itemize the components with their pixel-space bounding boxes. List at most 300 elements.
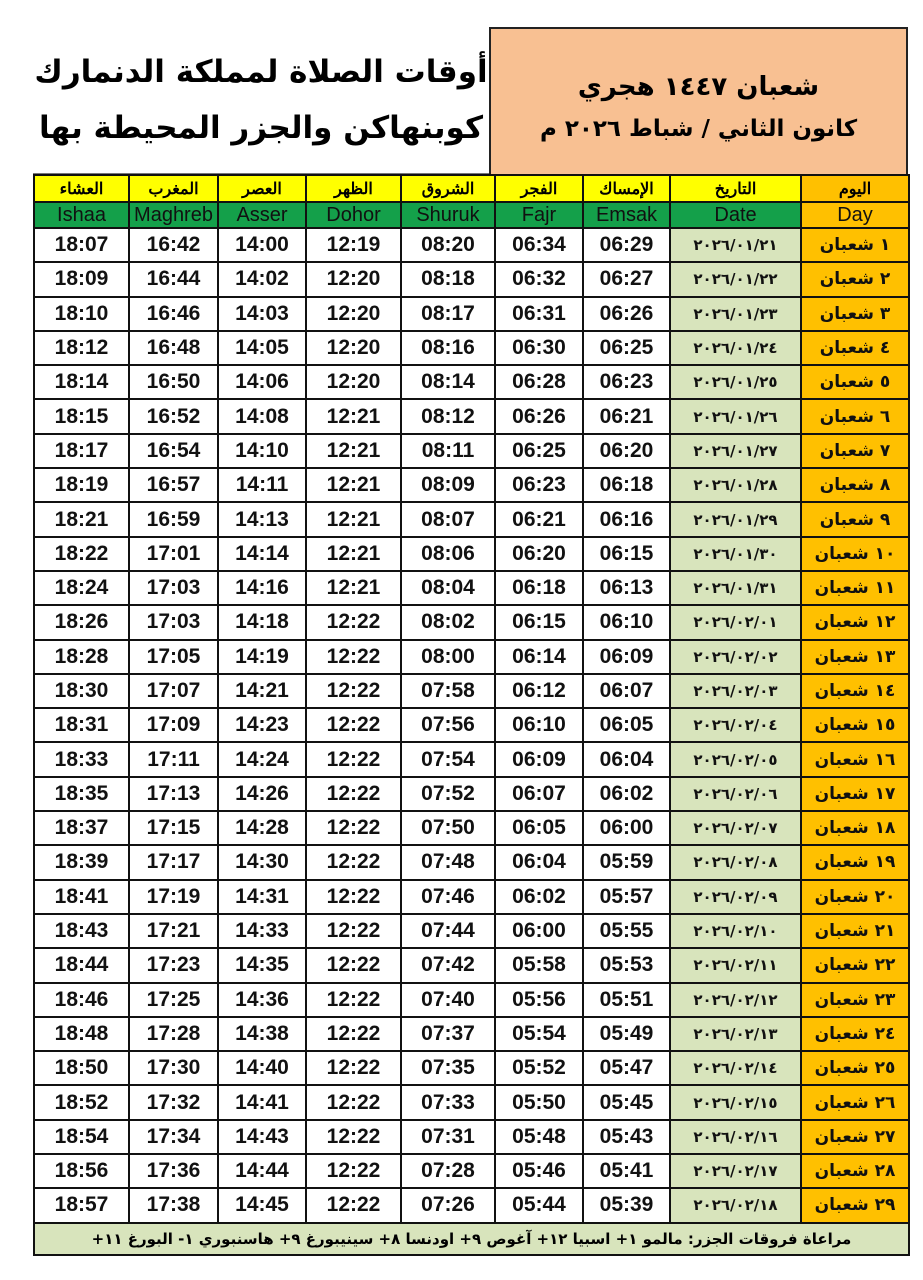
cell-day: ١٩ شعبان: [801, 845, 909, 879]
cell-date: ٢٠٢٦/٠٢/٠٢: [670, 640, 801, 674]
cell-maghreb: 17:17: [129, 845, 218, 879]
cell-asser: 14:45: [218, 1188, 306, 1222]
cell-emsak: 05:43: [583, 1120, 670, 1154]
cell-dohor: 12:20: [306, 365, 401, 399]
cell-fajr: 05:58: [495, 948, 583, 982]
cell-shuruk: 08:04: [401, 571, 495, 605]
cell-fajr: 05:54: [495, 1017, 583, 1051]
cell-asser: 14:35: [218, 948, 306, 982]
cell-dohor: 12:22: [306, 674, 401, 708]
cell-maghreb: 17:21: [129, 914, 218, 948]
table-row: [34, 742, 909, 776]
table-row: [34, 914, 909, 948]
cell-maghreb: 17:28: [129, 1017, 218, 1051]
cell-asser: 14:43: [218, 1120, 306, 1154]
cell-dohor: 12:22: [306, 1085, 401, 1119]
cell-fajr: 05:48: [495, 1120, 583, 1154]
cell-ishaa: 18:28: [34, 640, 129, 674]
cell-emsak: 06:27: [583, 262, 670, 296]
cell-maghreb: 17:11: [129, 742, 218, 776]
cell-day: ٢٦ شعبان: [801, 1085, 909, 1119]
cell-asser: 14:33: [218, 914, 306, 948]
cell-asser: 14:19: [218, 640, 306, 674]
cell-asser: 14:44: [218, 1154, 306, 1188]
gregorian-months-label: كانون الثاني / شباط ٢٠٢٦ م: [539, 115, 858, 142]
cell-ishaa: 18:57: [34, 1188, 129, 1222]
cell-dohor: 12:20: [306, 297, 401, 331]
cell-date: ٢٠٢٦/٠١/٢٤: [670, 331, 801, 365]
cell-maghreb: 16:57: [129, 468, 218, 502]
cell-date: ٢٠٢٦/٠١/٢٢: [670, 262, 801, 296]
cell-day: ١٤ شعبان: [801, 674, 909, 708]
cell-shuruk: 07:56: [401, 708, 495, 742]
table-row: [34, 845, 909, 879]
cell-date: ٢٠٢٦/٠٢/٠٦: [670, 777, 801, 811]
cell-asser: 14:05: [218, 331, 306, 365]
col-header-fajr-ar: الفجر: [495, 175, 583, 202]
table-row: [34, 399, 909, 433]
cell-dohor: 12:22: [306, 605, 401, 639]
cell-emsak: 05:47: [583, 1051, 670, 1085]
cell-date: ٢٠٢٦/٠٢/١٤: [670, 1051, 801, 1085]
cell-emsak: 05:57: [583, 880, 670, 914]
col-header-dohor-en: Dohor: [306, 202, 401, 228]
cell-shuruk: 08:02: [401, 605, 495, 639]
cell-day: ١ شعبان: [801, 228, 909, 262]
cell-shuruk: 07:58: [401, 674, 495, 708]
cell-emsak: 06:21: [583, 399, 670, 433]
prayer-times-table: [33, 174, 910, 1256]
cell-dohor: 12:20: [306, 262, 401, 296]
cell-fajr: 06:05: [495, 811, 583, 845]
cell-shuruk: 07:48: [401, 845, 495, 879]
cell-maghreb: 17:19: [129, 880, 218, 914]
cell-date: ٢٠٢٦/٠٢/٠٣: [670, 674, 801, 708]
cell-asser: 14:28: [218, 811, 306, 845]
cell-emsak: 06:15: [583, 537, 670, 571]
cell-ishaa: 18:31: [34, 708, 129, 742]
cell-date: ٢٠٢٦/٠٢/٠٤: [670, 708, 801, 742]
cell-day: ٣ شعبان: [801, 297, 909, 331]
cell-maghreb: 17:05: [129, 640, 218, 674]
cell-maghreb: 16:48: [129, 331, 218, 365]
cell-maghreb: 16:44: [129, 262, 218, 296]
cell-asser: 14:00: [218, 228, 306, 262]
cell-fajr: 06:20: [495, 537, 583, 571]
cell-maghreb: 16:46: [129, 297, 218, 331]
cell-ishaa: 18:17: [34, 434, 129, 468]
cell-ishaa: 18:48: [34, 1017, 129, 1051]
table-row: [34, 468, 909, 502]
cell-maghreb: 17:30: [129, 1051, 218, 1085]
cell-dohor: 12:22: [306, 708, 401, 742]
cell-date: ٢٠٢٦/٠٢/١٢: [670, 983, 801, 1017]
cell-day: ١١ شعبان: [801, 571, 909, 605]
col-header-shuruk-ar: الشروق: [401, 175, 495, 202]
title-area: [33, 27, 908, 174]
cell-maghreb: 17:03: [129, 571, 218, 605]
cell-fajr: 06:15: [495, 605, 583, 639]
footer-row: [34, 1223, 909, 1255]
cell-asser: 14:40: [218, 1051, 306, 1085]
cell-date: ٢٠٢٦/٠٢/٠٧: [670, 811, 801, 845]
cell-ishaa: 18:07: [34, 228, 129, 262]
cell-date: ٢٠٢٦/٠٢/٠٨: [670, 845, 801, 879]
cell-shuruk: 08:16: [401, 331, 495, 365]
cell-asser: 14:18: [218, 605, 306, 639]
cell-date: ٢٠٢٦/٠٢/١٣: [670, 1017, 801, 1051]
cell-shuruk: 08:09: [401, 468, 495, 502]
cell-asser: 14:10: [218, 434, 306, 468]
table-row: [34, 331, 909, 365]
cell-emsak: 05:59: [583, 845, 670, 879]
cell-ishaa: 18:43: [34, 914, 129, 948]
cell-fajr: 06:02: [495, 880, 583, 914]
col-header-ishaa-ar: العشاء: [34, 175, 129, 202]
cell-emsak: 06:23: [583, 365, 670, 399]
cell-date: ٢٠٢٦/٠١/٢١: [670, 228, 801, 262]
cell-day: ١٧ شعبان: [801, 777, 909, 811]
cell-dohor: 12:22: [306, 1154, 401, 1188]
cell-fajr: 05:44: [495, 1188, 583, 1222]
cell-ishaa: 18:19: [34, 468, 129, 502]
header-row-english: [34, 202, 909, 228]
cell-emsak: 06:09: [583, 640, 670, 674]
cell-day: ٤ شعبان: [801, 331, 909, 365]
cell-fajr: 06:09: [495, 742, 583, 776]
cell-dohor: 12:21: [306, 468, 401, 502]
cell-dohor: 12:22: [306, 742, 401, 776]
cell-shuruk: 07:35: [401, 1051, 495, 1085]
cell-ishaa: 18:54: [34, 1120, 129, 1154]
cell-maghreb: 16:42: [129, 228, 218, 262]
cell-date: ٢٠٢٦/٠١/٢٧: [670, 434, 801, 468]
cell-maghreb: 17:23: [129, 948, 218, 982]
cell-maghreb: 17:07: [129, 674, 218, 708]
cell-ishaa: 18:30: [34, 674, 129, 708]
table-row: [34, 1188, 909, 1222]
col-header-asser-ar: العصر: [218, 175, 306, 202]
cell-date: ٢٠٢٦/٠٢/١٦: [670, 1120, 801, 1154]
cell-maghreb: 17:25: [129, 983, 218, 1017]
cell-emsak: 05:53: [583, 948, 670, 982]
cell-ishaa: 18:44: [34, 948, 129, 982]
cell-ishaa: 18:46: [34, 983, 129, 1017]
cell-maghreb: 17:36: [129, 1154, 218, 1188]
cell-day: ٦ شعبان: [801, 399, 909, 433]
cell-shuruk: 08:11: [401, 434, 495, 468]
cell-fajr: 06:21: [495, 502, 583, 536]
title-line-2: كوبنهاكن والجزر المحيطة بها: [39, 110, 483, 146]
cell-date: ٢٠٢٦/٠١/٢٦: [670, 399, 801, 433]
table-row: [34, 1051, 909, 1085]
cell-date: ٢٠٢٦/٠١/٢٩: [670, 502, 801, 536]
col-header-ishaa-en: Ishaa: [34, 202, 129, 228]
cell-dohor: 12:22: [306, 640, 401, 674]
cell-day: ٢٧ شعبان: [801, 1120, 909, 1154]
cell-maghreb: 17:09: [129, 708, 218, 742]
cell-ishaa: 18:24: [34, 571, 129, 605]
cell-day: ٢٢ شعبان: [801, 948, 909, 982]
cell-asser: 14:41: [218, 1085, 306, 1119]
cell-fajr: 06:26: [495, 399, 583, 433]
col-header-emsak-ar: الإمساك: [583, 175, 670, 202]
header-row-arabic: [34, 175, 909, 202]
cell-emsak: 05:41: [583, 1154, 670, 1188]
cell-dohor: 12:22: [306, 914, 401, 948]
cell-asser: 14:36: [218, 983, 306, 1017]
cell-ishaa: 18:41: [34, 880, 129, 914]
cell-dohor: 12:19: [306, 228, 401, 262]
cell-asser: 14:08: [218, 399, 306, 433]
cell-shuruk: 07:54: [401, 742, 495, 776]
col-header-date-ar: التاريخ: [670, 175, 801, 202]
title-line-1: أوقات الصلاة لمملكة الدنمارك: [34, 54, 488, 90]
cell-fajr: 06:07: [495, 777, 583, 811]
cell-emsak: 06:26: [583, 297, 670, 331]
cell-ishaa: 18:09: [34, 262, 129, 296]
cell-asser: 14:11: [218, 468, 306, 502]
cell-ishaa: 18:35: [34, 777, 129, 811]
cell-fajr: 06:23: [495, 468, 583, 502]
table-row: [34, 777, 909, 811]
cell-day: ١٦ شعبان: [801, 742, 909, 776]
cell-shuruk: 07:50: [401, 811, 495, 845]
cell-dohor: 12:22: [306, 1017, 401, 1051]
col-header-day-ar: اليوم: [801, 175, 909, 202]
cell-fajr: 05:56: [495, 983, 583, 1017]
cell-day: ٥ شعبان: [801, 365, 909, 399]
cell-asser: 14:38: [218, 1017, 306, 1051]
cell-fajr: 05:52: [495, 1051, 583, 1085]
cell-fajr: 06:14: [495, 640, 583, 674]
cell-maghreb: 17:34: [129, 1120, 218, 1154]
cell-asser: 14:23: [218, 708, 306, 742]
cell-date: ٢٠٢٦/٠٢/١٧: [670, 1154, 801, 1188]
cell-day: ٢٣ شعبان: [801, 983, 909, 1017]
cell-date: ٢٠٢٦/٠١/٢٨: [670, 468, 801, 502]
cell-emsak: 06:13: [583, 571, 670, 605]
cell-maghreb: 17:03: [129, 605, 218, 639]
table-row: [34, 948, 909, 982]
cell-fajr: 06:04: [495, 845, 583, 879]
cell-dohor: 12:22: [306, 948, 401, 982]
cell-emsak: 06:25: [583, 331, 670, 365]
cell-shuruk: 07:52: [401, 777, 495, 811]
cell-emsak: 05:39: [583, 1188, 670, 1222]
cell-dohor: 12:21: [306, 502, 401, 536]
cell-day: ٨ شعبان: [801, 468, 909, 502]
cell-date: ٢٠٢٦/٠١/٢٣: [670, 297, 801, 331]
cell-emsak: 06:04: [583, 742, 670, 776]
cell-day: ١٣ شعبان: [801, 640, 909, 674]
cell-asser: 14:06: [218, 365, 306, 399]
cell-date: ٢٠٢٦/٠٢/١٠: [670, 914, 801, 948]
cell-date: ٢٠٢٦/٠١/٣١: [670, 571, 801, 605]
cell-shuruk: 07:26: [401, 1188, 495, 1222]
cell-maghreb: 17:13: [129, 777, 218, 811]
cell-maghreb: 16:54: [129, 434, 218, 468]
cell-dohor: 12:22: [306, 1188, 401, 1222]
cell-shuruk: 07:42: [401, 948, 495, 982]
cell-emsak: 06:16: [583, 502, 670, 536]
cell-emsak: 06:05: [583, 708, 670, 742]
cell-ishaa: 18:33: [34, 742, 129, 776]
cell-date: ٢٠٢٦/٠٢/٠٩: [670, 880, 801, 914]
cell-asser: 14:02: [218, 262, 306, 296]
table-row: [34, 1120, 909, 1154]
cell-maghreb: 17:32: [129, 1085, 218, 1119]
cell-day: ١٨ شعبان: [801, 811, 909, 845]
cell-ishaa: 18:39: [34, 845, 129, 879]
cell-fajr: 06:31: [495, 297, 583, 331]
cell-shuruk: 08:17: [401, 297, 495, 331]
cell-emsak: 06:10: [583, 605, 670, 639]
table-row: [34, 880, 909, 914]
table-row: [34, 983, 909, 1017]
cell-shuruk: 07:31: [401, 1120, 495, 1154]
cell-ishaa: 18:14: [34, 365, 129, 399]
col-header-fajr-en: Fajr: [495, 202, 583, 228]
cell-emsak: 05:49: [583, 1017, 670, 1051]
cell-ishaa: 18:10: [34, 297, 129, 331]
table-row: [34, 537, 909, 571]
col-header-day-en: Day: [801, 202, 909, 228]
cell-asser: 14:30: [218, 845, 306, 879]
cell-day: ٢٨ شعبان: [801, 1154, 909, 1188]
cell-emsak: 05:51: [583, 983, 670, 1017]
col-header-maghreb-ar: المغرب: [129, 175, 218, 202]
cell-dohor: 12:22: [306, 880, 401, 914]
cell-dohor: 12:22: [306, 1051, 401, 1085]
cell-date: ٢٠٢٦/٠١/٣٠: [670, 537, 801, 571]
cell-ishaa: 18:37: [34, 811, 129, 845]
cell-dohor: 12:21: [306, 399, 401, 433]
cell-dohor: 12:21: [306, 571, 401, 605]
cell-shuruk: 08:06: [401, 537, 495, 571]
cell-asser: 14:31: [218, 880, 306, 914]
hijri-month-label: شعبان ١٤٤٧ هجري: [577, 71, 820, 102]
cell-shuruk: 07:37: [401, 1017, 495, 1051]
cell-fajr: 05:46: [495, 1154, 583, 1188]
table-row: [34, 262, 909, 296]
cell-fajr: 06:10: [495, 708, 583, 742]
cell-asser: 14:21: [218, 674, 306, 708]
cell-fajr: 06:25: [495, 434, 583, 468]
table-row: [34, 708, 909, 742]
cell-emsak: 06:29: [583, 228, 670, 262]
cell-dohor: 12:22: [306, 983, 401, 1017]
cell-shuruk: 07:44: [401, 914, 495, 948]
cell-shuruk: 07:28: [401, 1154, 495, 1188]
table-row: [34, 811, 909, 845]
cell-asser: 14:14: [218, 537, 306, 571]
cell-maghreb: 16:52: [129, 399, 218, 433]
col-header-date-en: Date: [670, 202, 801, 228]
cell-emsak: 06:00: [583, 811, 670, 845]
table-row: [34, 571, 909, 605]
month-box: [489, 27, 908, 174]
cell-date: ٢٠٢٦/٠٢/٠٥: [670, 742, 801, 776]
cell-day: ٢ شعبان: [801, 262, 909, 296]
cell-shuruk: 07:46: [401, 880, 495, 914]
prayer-timetable-sheet: [33, 27, 908, 1256]
table-row: [34, 640, 909, 674]
table-row: [34, 297, 909, 331]
cell-date: ٢٠٢٦/٠٢/١٥: [670, 1085, 801, 1119]
cell-emsak: 06:20: [583, 434, 670, 468]
cell-fajr: 06:18: [495, 571, 583, 605]
cell-date: ٢٠٢٦/٠٢/١٨: [670, 1188, 801, 1222]
cell-maghreb: 17:15: [129, 811, 218, 845]
cell-maghreb: 17:38: [129, 1188, 218, 1222]
cell-dohor: 12:21: [306, 434, 401, 468]
table-row: [34, 365, 909, 399]
col-header-shuruk-en: Shuruk: [401, 202, 495, 228]
cell-day: ٢٤ شعبان: [801, 1017, 909, 1051]
table-row: [34, 1017, 909, 1051]
cell-shuruk: 08:07: [401, 502, 495, 536]
col-header-maghreb-en: Maghreb: [129, 202, 218, 228]
table-row: [34, 674, 909, 708]
table-row: [34, 434, 909, 468]
cell-shuruk: 08:14: [401, 365, 495, 399]
cell-emsak: 06:07: [583, 674, 670, 708]
cell-fajr: 05:50: [495, 1085, 583, 1119]
table-row: [34, 1085, 909, 1119]
cell-ishaa: 18:15: [34, 399, 129, 433]
cell-ishaa: 18:22: [34, 537, 129, 571]
cell-ishaa: 18:50: [34, 1051, 129, 1085]
cell-ishaa: 18:26: [34, 605, 129, 639]
cell-fajr: 06:12: [495, 674, 583, 708]
cell-fajr: 06:30: [495, 331, 583, 365]
col-header-asser-en: Asser: [218, 202, 306, 228]
cell-ishaa: 18:56: [34, 1154, 129, 1188]
cell-day: ٢٩ شعبان: [801, 1188, 909, 1222]
cell-day: ٢١ شعبان: [801, 914, 909, 948]
cell-shuruk: 08:12: [401, 399, 495, 433]
island-offsets-note: مراعاة فروقات الجزر: مالمو ١+ اسبيا ١٢+ آغوص ٩+ اودنسا ٨+ سينيبورغ ٩+ هاسنبوري ١- البورغ ١١+: [34, 1223, 909, 1255]
cell-asser: 14:24: [218, 742, 306, 776]
cell-dohor: 12:22: [306, 1120, 401, 1154]
cell-maghreb: 16:50: [129, 365, 218, 399]
table-row: [34, 605, 909, 639]
cell-shuruk: 07:33: [401, 1085, 495, 1119]
cell-day: ٧ شعبان: [801, 434, 909, 468]
table-row: [34, 228, 909, 262]
cell-fajr: 06:32: [495, 262, 583, 296]
cell-date: ٢٠٢٦/٠٢/٠١: [670, 605, 801, 639]
cell-ishaa: 18:52: [34, 1085, 129, 1119]
cell-dohor: 12:22: [306, 845, 401, 879]
cell-asser: 14:26: [218, 777, 306, 811]
cell-dohor: 12:21: [306, 537, 401, 571]
cell-fajr: 06:34: [495, 228, 583, 262]
cell-asser: 14:16: [218, 571, 306, 605]
cell-ishaa: 18:21: [34, 502, 129, 536]
cell-maghreb: 16:59: [129, 502, 218, 536]
col-header-dohor-ar: الظهر: [306, 175, 401, 202]
cell-asser: 14:03: [218, 297, 306, 331]
cell-day: ١٢ شعبان: [801, 605, 909, 639]
cell-day: ٩ شعبان: [801, 502, 909, 536]
cell-shuruk: 07:40: [401, 983, 495, 1017]
cell-fajr: 06:28: [495, 365, 583, 399]
table-row: [34, 1154, 909, 1188]
table-row: [34, 502, 909, 536]
cell-day: ١٥ شعبان: [801, 708, 909, 742]
